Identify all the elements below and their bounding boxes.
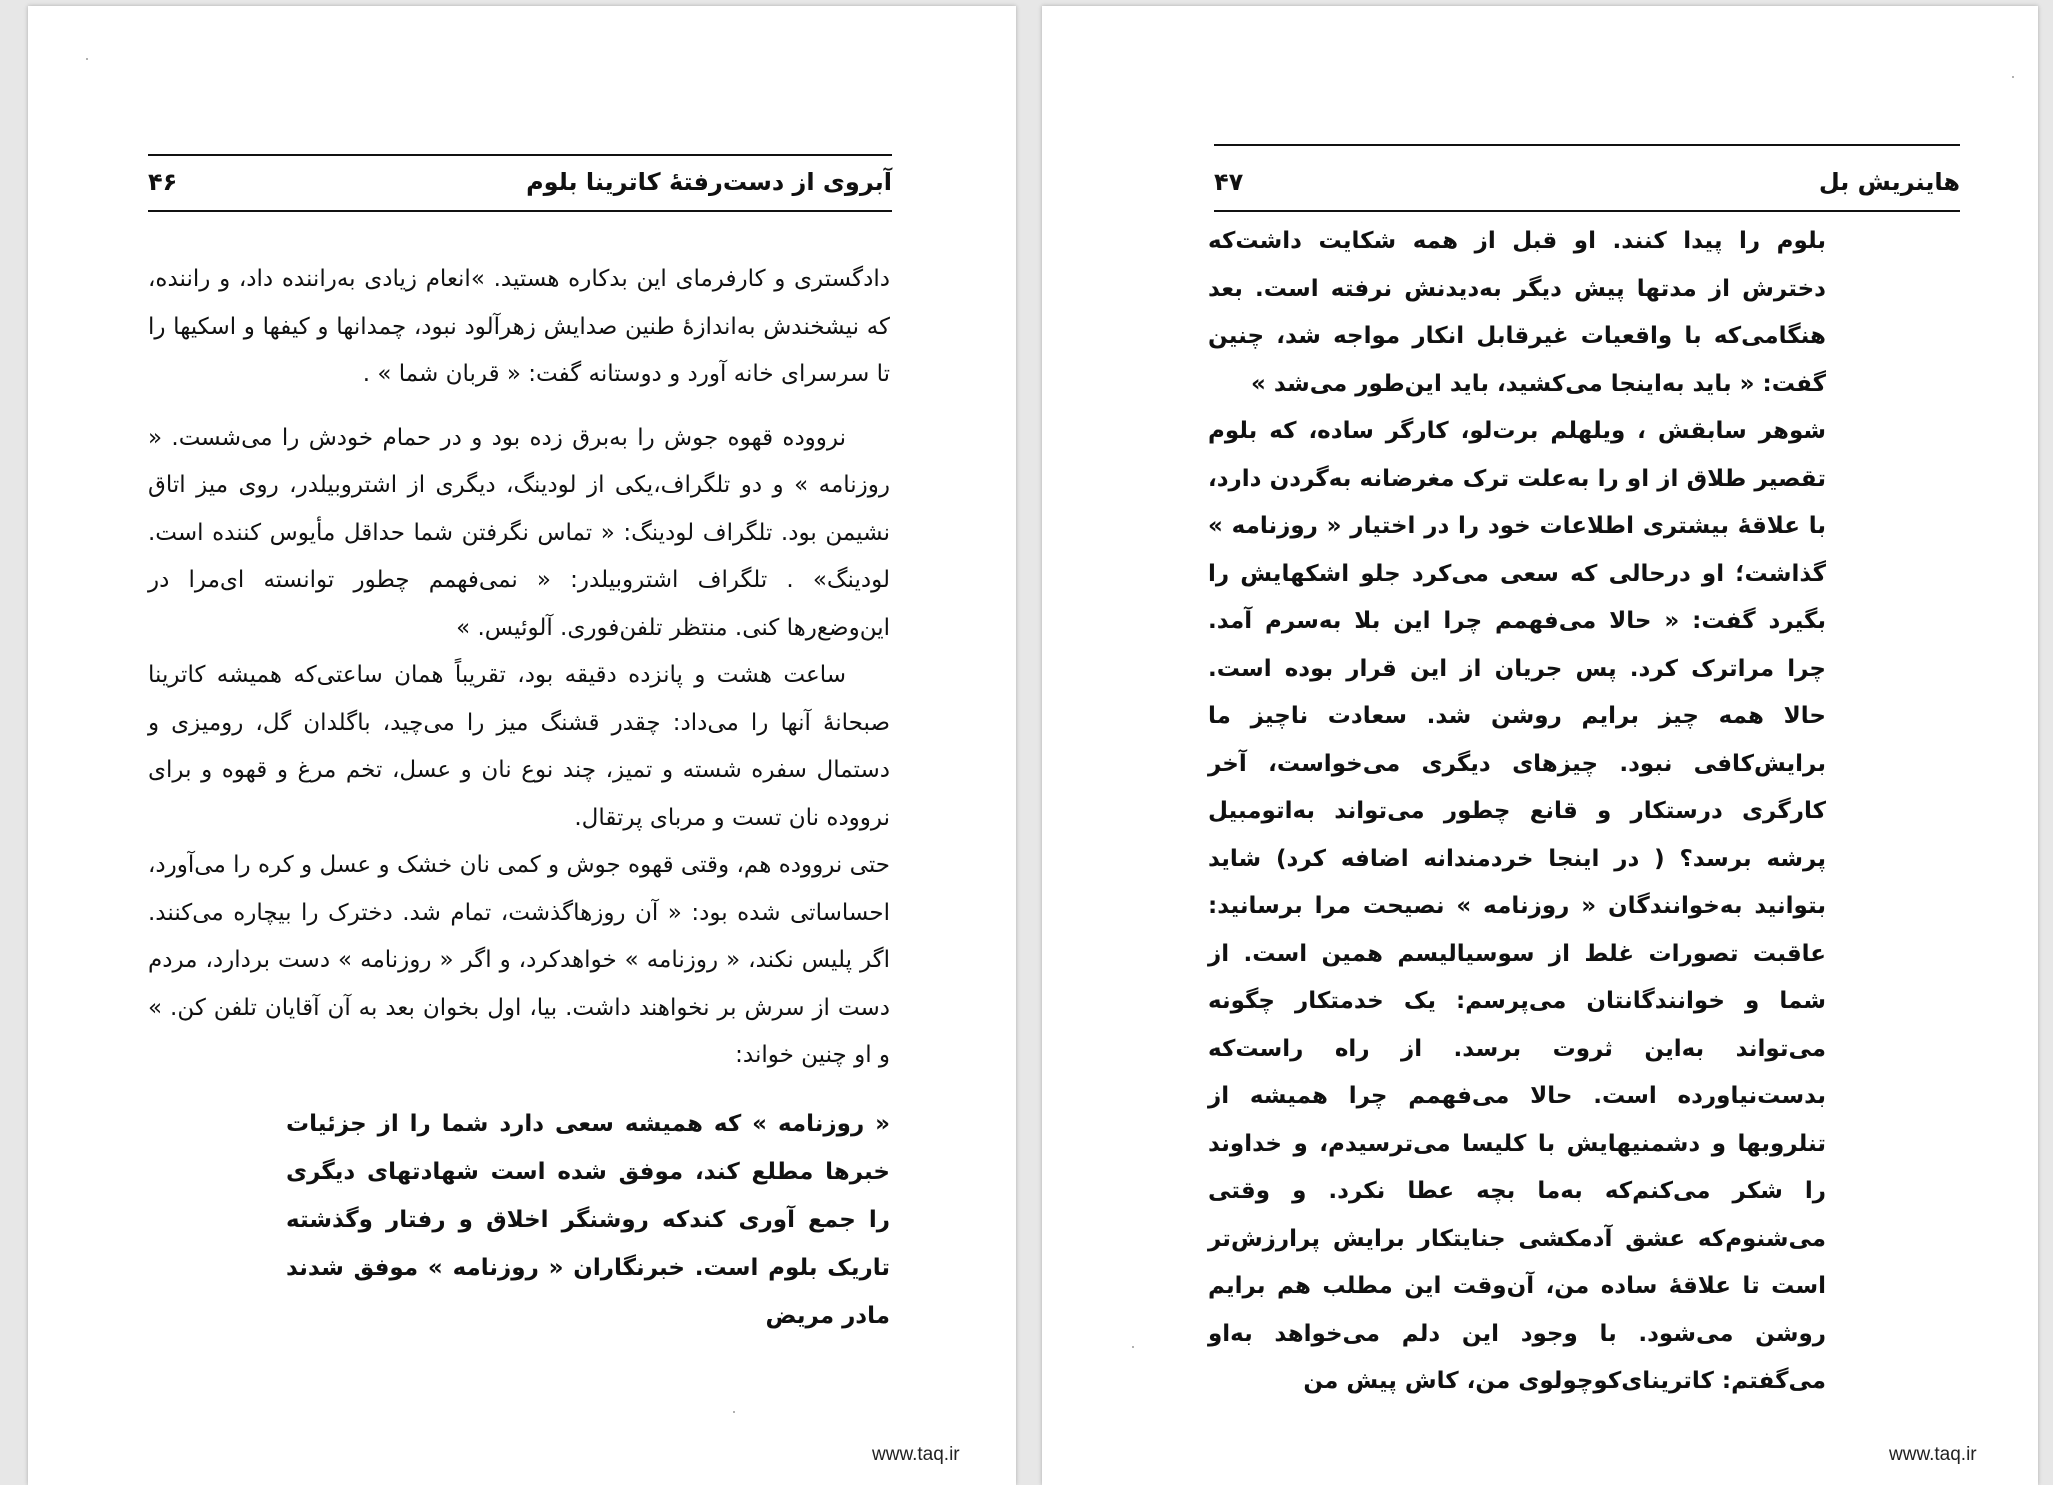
footer-link[interactable]: www.taq.ir [872,1444,960,1465]
page-47 [1042,6,2038,1485]
running-title: هاینریش بل [1818,168,1960,196]
scan-speck [86,58,88,60]
page-number: ۴۶ [148,168,178,196]
page-body [148,256,890,1340]
paragraph: حتی نرووده هم، وقتی قهوه جوش و کمی نان خشک و عسل و کره را می‌آورد، احساساتی شده بود: « آن روزهاگذشت، تمام شد. دخترک را بیچاره می‌کنند. اگر پلیس نکند، « روزنامه » خواهدکرد، و اگر « روزنامه » دست بردارد، مردم دست از سرش بر نخواهند داشت. بیا، اول بخوان بعد به آن آقایان تلفن کن. » و او چنین خواند: [148,852,890,1068]
page-body [1208,218,1826,1406]
scan-speck [2012,76,2014,78]
page-46 [28,6,1016,1485]
footer-link[interactable]: www.taq.ir [1889,1444,1977,1465]
scan-speck [733,1411,735,1413]
paragraph: شوهر سابقش ، ویلهلم برت‌لو، کارگر ساده، که بلوم تقصیر طلاق از او را به‌علت ترک مغرضانه به‌گردن دارد، با علاقهٔ بیشتری اطلاعات خود را در اختیار « روزنامه » گذاشت؛ او درحالی که سعی می‌کرد جلو اشکهایش را بگیرد گفت: « حالا می‌فهمم چرا این بلا به‌سرم آمد. چرا مراترک کرد. پس جریان از این قرار بوده است. حالا همه چیز برایم روشن شد. سعادت ناچیز ما برایش‌کافی نبود. چیزهای دیگری می‌خواست، آخر کارگری درستکار و قانع چطور می‌تواند به‌اتومبیل پرشه برسد؟ ( در اینجا خردمندانه اضافه کرد) شاید بتوانید به‌خوانندگان « روزنامه » نصیحت مرا برسانید: عاقبت تصورات غلط از سوسیالیسم همین است. از شما و خوانندگانتان می‌پرسم: یک خدمتکار چگونه می‌تواند به‌این ثروت برسد. از راه راست‌که بدست‌نیاورده است. حالا می‌فهمم چرا همیشه از تنلروبها و دشمنیهایش با کلیسا می‌ترسیدم، و خداوند را شکر می‌کنم‌که به‌ما بچه عطا نکرد. و وقتی می‌شنوم‌که عشق آدمکشی جنایتکار برایش پرارزش‌تر است تا علاقهٔ ساده من، آن‌وقت این مطلب هم برایم روشن می‌شود. با وجود این دلم می‌خواهد به‌او می‌گفتم: کاترینای‌کوچولوی من، کاش پیش من [1208,418,1826,1394]
header-rule [148,154,892,156]
paragraph: بلوم را پیدا کنند. او قبل از همه شکایت داشت‌که دخترش از مدتها پیش دیگر به‌دیدنش نرفته است. بعد هنگامی‌که با واقعیات غیرقابل انکار مواجه شد، چنین گفت: « باید به‌اینجا می‌کشید، باید این‌طور می‌شد » [1208,228,1826,397]
paragraph: دادگستری و کارفرمای این بدکاره هستید. »انعام زیادی به‌راننده داد، و راننده، که نیشخندش به‌اندازهٔ طنین صدایش زهرآلود نبود، چمدانها و کیفها و اسکیها را تا سرسرای خانه آورد و دوستانه گفت: « قربان شما » . [148,266,890,387]
running-title: آبروی از دست‌رفتهٔ کاترینا بلوم [526,168,892,196]
page-header [1214,154,1960,212]
header-rule [1214,210,1960,212]
header-rule [148,210,892,212]
paragraph: ساعت هشت و پانزده دقیقه بود، تقریباً همان ساعتی‌که همیشه کاترینا صبحانهٔ آنها را می‌داد: چقدر قشنگ میز را می‌چید، باگلدان گل، رومیزی و دستمال سفره شسته و تمیز، چند نوع نان و عسل، تخم مرغ و قهوه و برای نرووده نان تست و مربای پرتقال. [148,662,890,831]
scan-speck [1132,1346,1134,1348]
paragraph: نرووده قهوه جوش را به‌برق زده بود و در حمام خودش را می‌شست. « روزنامه » و دو تلگراف،یکی از لودینگ، دیگری از اشتروبیلدر، روی میز اتاق نشیمن بود. تلگراف لودینگ: « تماس نگرفتن شما حداقل مأیوس کننده است. لودینگ» . تلگراف اشتروبیلدر: « نمی‌فهمم چطور توانسته ای‌مرا در این‌وضع‌رها کنی. منتظر تلفن‌فوری. آلوئیس. » [148,424,890,641]
page-header [148,154,892,212]
header-rule [1214,144,1960,146]
block-quote: « روزنامه » که همیشه سعی دارد شما را از جزئیات خبرها مطلع کند، موفق شده است شهادتهای دیگری را جمع آوری کندکه روشنگر اخلاق و رفتار وگذشته تاریک بلوم است. خبرنگاران « روزنامه » موفق شدند مادر مریض [286,1110,890,1329]
page-number: ۴۷ [1214,168,1244,196]
